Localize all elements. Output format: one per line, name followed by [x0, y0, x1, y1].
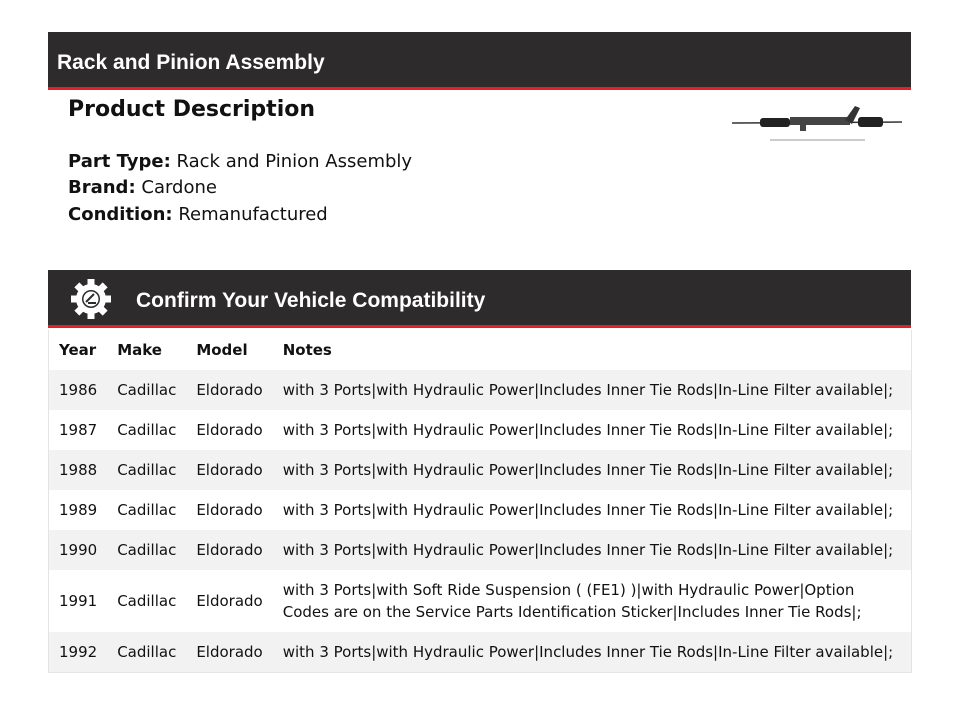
cell-notes: with 3 Ports|with Soft Ride Suspension ( (FE1) )|with Hydraulic Power|Option Codes are on the Service Parts Identification Sticker|Includes Inner Tie Rods|; — [282, 581, 862, 621]
brand: Brand: Cardone — [68, 177, 217, 198]
cell-model: Eldorado — [196, 643, 263, 661]
table-row — [49, 490, 912, 530]
cell-year: 1988 — [59, 461, 98, 479]
compatibility-bar — [48, 270, 911, 328]
product-image — [730, 100, 905, 145]
table-header — [49, 330, 912, 370]
cell-year: 1989 — [59, 501, 98, 519]
cell-make: Cadillac — [117, 501, 177, 519]
cell-make: Cadillac — [117, 643, 177, 661]
cell-notes: with 3 Ports|with Hydraulic Power|Includes Inner Tie Rods|In-Line Filter available|; — [282, 421, 894, 439]
page-title: Rack and Pinion Assembly — [57, 51, 325, 74]
cell-model: Eldorado — [196, 501, 263, 519]
cell-model: Eldorado — [196, 592, 263, 610]
cell-model: Eldorado — [196, 541, 263, 559]
cell-year: 1990 — [59, 541, 98, 559]
product-description-heading: Product Description — [68, 97, 316, 122]
table-row — [49, 530, 912, 570]
col-model: Model — [196, 341, 248, 359]
cell-notes: with 3 Ports|with Hydraulic Power|Includes Inner Tie Rods|In-Line Filter available|; — [282, 541, 894, 559]
cell-year: 1992 — [59, 643, 98, 661]
cell-model: Eldorado — [196, 461, 263, 479]
cell-year: 1986 — [59, 381, 98, 399]
cell-make: Cadillac — [117, 541, 177, 559]
cell-year: 1987 — [59, 421, 98, 439]
cell-make: Cadillac — [117, 381, 177, 399]
cell-notes: with 3 Ports|with Hydraulic Power|Includes Inner Tie Rods|In-Line Filter available|; — [282, 501, 894, 519]
cell-notes: with 3 Ports|with Hydraulic Power|Includes Inner Tie Rods|In-Line Filter available|; — [282, 643, 894, 661]
cell-year: 1991 — [59, 592, 98, 610]
table-row — [49, 450, 912, 490]
compatibility-title: Confirm Your Vehicle Compatibility — [136, 289, 486, 312]
gear-icon — [70, 278, 112, 320]
part-type: Part Type: Rack and Pinion Assembly — [68, 151, 413, 172]
title-bar — [48, 32, 911, 90]
cell-make: Cadillac — [117, 592, 177, 610]
cell-model: Eldorado — [196, 421, 263, 439]
cell-model: Eldorado — [196, 381, 263, 399]
table-row — [49, 632, 912, 673]
cell-make: Cadillac — [117, 421, 177, 439]
cell-notes: with 3 Ports|with Hydraulic Power|Includes Inner Tie Rods|In-Line Filter available|; — [282, 461, 894, 479]
table-row — [49, 410, 912, 450]
cell-make: Cadillac — [117, 461, 177, 479]
cell-notes: with 3 Ports|with Hydraulic Power|Includes Inner Tie Rods|In-Line Filter available|; — [282, 381, 894, 399]
table-row — [49, 570, 912, 632]
condition: Condition: Remanufactured — [68, 204, 328, 225]
col-notes: Notes — [282, 341, 332, 359]
compatibility-table — [48, 330, 912, 673]
table-row — [49, 370, 912, 410]
col-year: Year — [59, 341, 97, 359]
col-make: Make — [117, 341, 162, 359]
